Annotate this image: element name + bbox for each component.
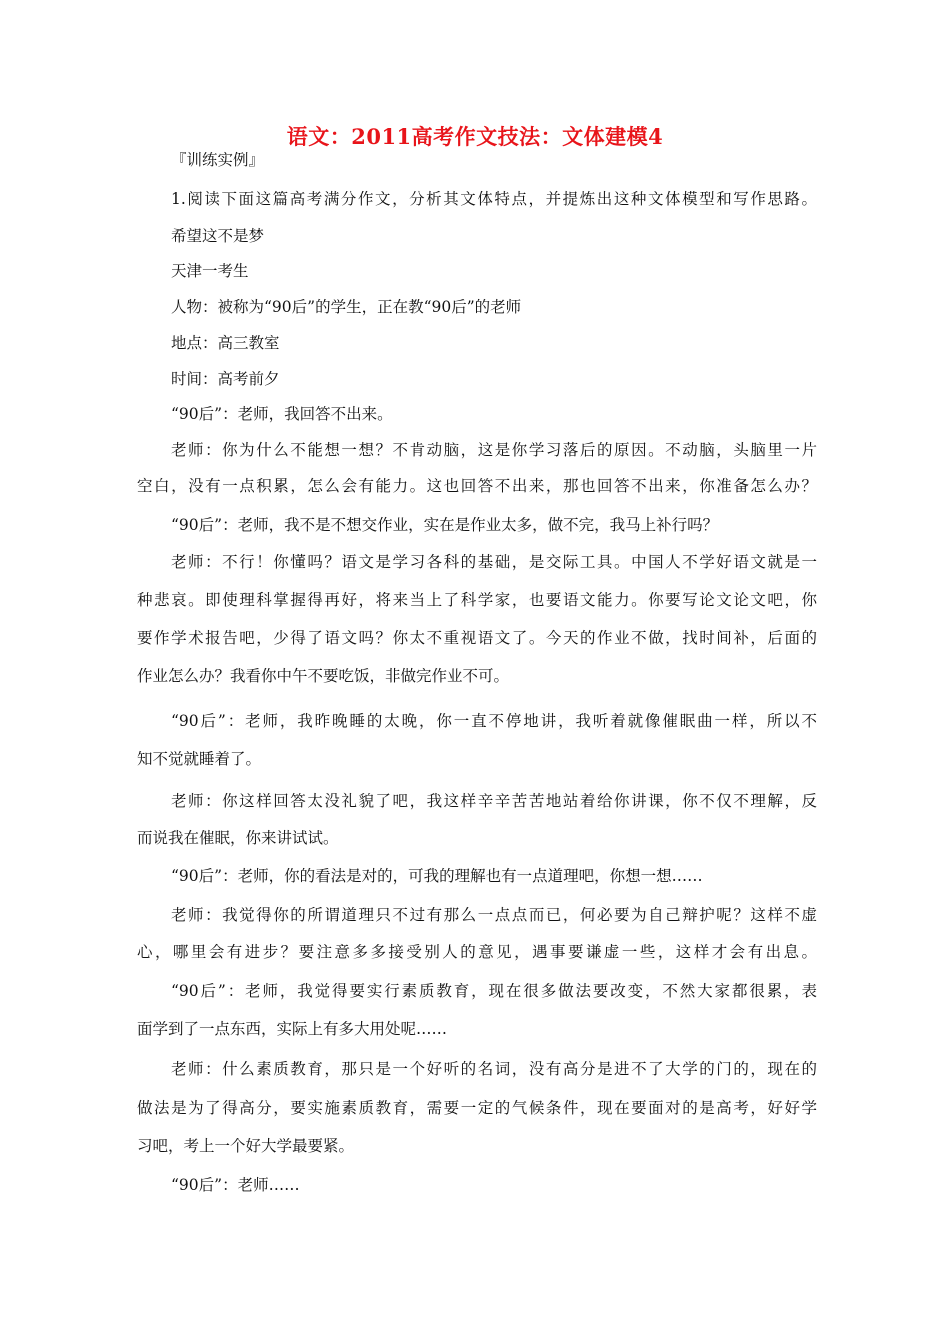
paragraph-line: 空白，没有一点积累，怎么会有能力。这也回答不出来，那也回答不出来，你准备怎么办？: [137, 477, 817, 495]
paragraph-line: “90后”：老师……: [171, 1176, 300, 1194]
paragraph-line: 习吧，考上一个好大学最要紧。: [137, 1137, 355, 1155]
paragraph-line: 老师：你这样回答太没礼貌了吧，我这样辛辛苦苦地站着给你讲课，你不仅不理解，反: [171, 792, 817, 810]
paragraph-line: 老师：你为什么不能想一想？不肯动脑，这是你学习落后的原因。不动脑，头脑里一片: [171, 441, 817, 459]
paragraph-line: “90后”：老师，我昨晚睡的太晚，你一直不停地讲，我听着就像催眠曲一样，所以不: [171, 712, 817, 730]
section-label: 『训练实例』: [171, 151, 265, 169]
paragraph-line: “90后”：老师，我回答不出来。: [171, 405, 393, 423]
paragraph-line: 心，哪里会有进步？要注意多多接受别人的意见，遇事要谦虚一些，这样才会有出息。: [137, 943, 817, 961]
paragraph-line: 1.阅读下面这篇高考满分作文，分析其文体特点，并提炼出这种文体模型和写作思路。: [171, 190, 817, 208]
paragraph-line: 地点：高三教室: [171, 334, 280, 352]
paragraph-line: 种悲哀。即使理科掌握得再好，将来当上了科学家，也要语文能力。你要写论文论文吧，你: [137, 591, 817, 609]
essay-title: 希望这不是梦: [171, 227, 265, 245]
paragraph-line: 时间：高考前夕: [171, 370, 280, 388]
paragraph-line: 老师：不行！你懂吗？语文是学习各科的基础，是交际工具。中国人不学好语文就是一: [171, 553, 817, 571]
paragraph-line: 人物：被称为“90后”的学生，正在教“90后”的老师: [171, 298, 522, 316]
paragraph-line: 做法是为了得高分，要实施素质教育，需要一定的气候条件，现在要面对的是高考，好好学: [137, 1099, 817, 1117]
paragraph-line: 作业怎么办？我看你中午不要吃饭，非做完作业不可。: [137, 667, 510, 685]
paragraph-line: 而说我在催眠，你来讲试试。: [137, 829, 339, 847]
essay-author: 天津一考生: [171, 262, 249, 280]
paragraph-line: 老师：什么素质教育，那只是一个好听的名词，没有高分是进不了大学的门的，现在的: [171, 1060, 817, 1078]
paragraph-line: 老师：我觉得你的所谓道理只不过有那么一点点而已，何必要为自己辩护呢？这样不虚: [171, 906, 817, 924]
document-title: 语文：2011高考作文技法：文体建模4: [286, 124, 664, 149]
paragraph-line: 知不觉就睡着了。: [137, 750, 262, 768]
paragraph-line: “90后”：老师，你的看法是对的，可我的理解也有一点道理吧，你想一想……: [171, 867, 703, 885]
paragraph-line: “90后”：老师，我觉得要实行素质教育，现在很多做法要改变，不然大家都很累，表: [171, 982, 817, 1000]
paragraph-line: 要作学术报告吧，少得了语文吗？你太不重视语文了。今天的作业不做，找时间补，后面的: [137, 629, 817, 647]
paragraph-line: 面学到了一点东西，实际上有多大用处呢……: [137, 1020, 448, 1038]
paragraph-line: “90后”：老师，我不是不想交作业，实在是作业太多，做不完，我马上补行吗？: [171, 516, 719, 534]
